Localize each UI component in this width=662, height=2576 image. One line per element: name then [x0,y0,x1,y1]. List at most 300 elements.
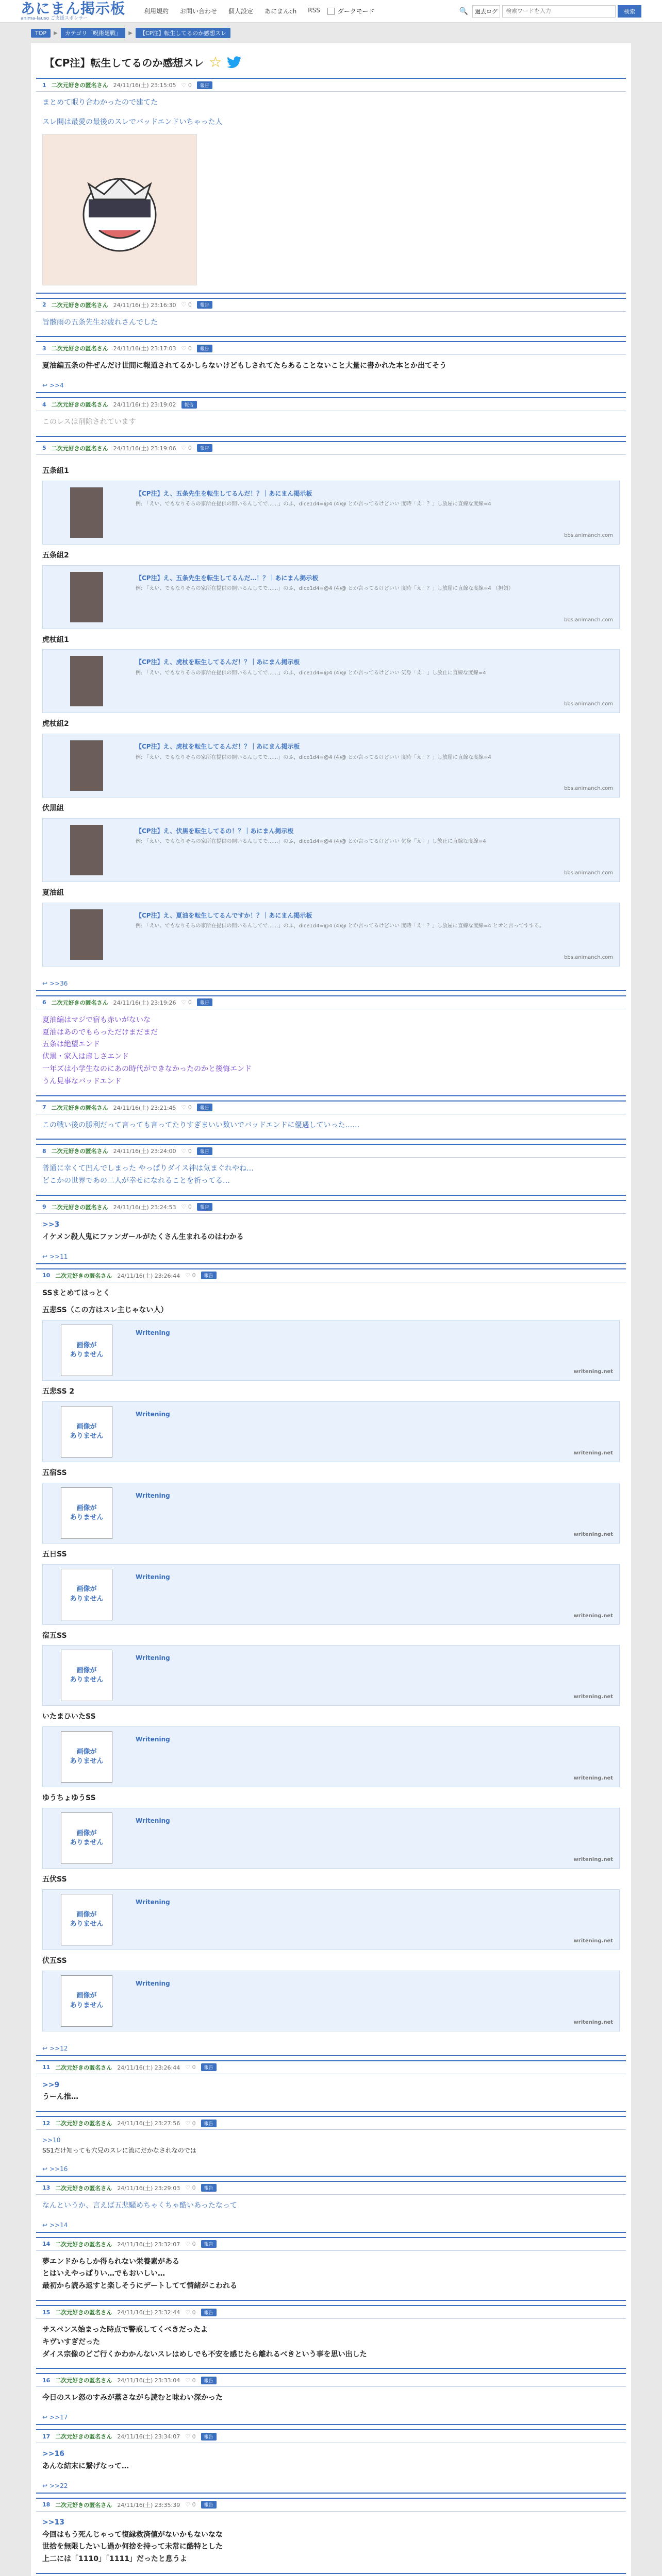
like-count: 0 [192,2377,196,2384]
report-button[interactable]: 報告 [201,1272,217,1279]
link-card-domain: bbs.animanch.com [564,701,613,707]
no-image-placeholder: 画像が ありません [61,1325,112,1376]
post-text-line: 今日のスレ怒のすみが蒸さながら読むと味わい深かった [42,2394,223,2402]
logo-subtitle: anima-lauso ご支援スポンサー [21,15,88,21]
like-button[interactable] [185,2184,195,2191]
post-author: 二次元好きの匿名さん [51,1148,108,1155]
post-header [36,2374,626,2387]
card-section-label: 夏油組 [42,888,64,897]
like-button[interactable] [185,2064,195,2071]
no-image-placeholder: 画像が ありません [61,1812,112,1864]
post-body [36,1214,626,1251]
link-card-thumbnail [43,819,130,882]
post-text-line: 五条は絶望エンド [42,1040,100,1049]
post-number[interactable]: 8 [42,1147,46,1155]
like-button[interactable] [185,2377,195,2384]
writening-link-card[interactable] [42,1564,620,1625]
link-card-title[interactable]: Writening [136,1410,170,1418]
chevron-right-icon: ▶ [128,30,133,36]
twitter-share-icon[interactable] [227,56,241,69]
post-date: 24/11/16(土) 23:21:45 [113,1104,176,1111]
post-author: 二次元好きの匿名さん [51,82,108,89]
post-number[interactable]: 12 [42,2120,51,2127]
post [36,441,626,991]
post-date: 24/11/16(土) 23:19:02 [113,401,176,409]
reply-links [36,2163,626,2176]
like-button[interactable] [185,2501,195,2508]
report-button[interactable]: 報告 [197,1203,212,1211]
link-card-thumbnail [43,1890,130,1950]
reply-anchor-link[interactable]: >>22 [49,2482,68,2489]
like-button[interactable] [185,1272,195,1279]
post-header [36,2117,626,2130]
writening-link-card[interactable] [42,1401,620,1462]
post-number[interactable]: 5 [42,445,46,452]
post-author: 二次元好きの匿名さん [51,445,108,452]
report-button[interactable]: 報告 [197,345,212,352]
like-button[interactable] [181,82,192,89]
reply-anchor-link[interactable]: >>13 [42,2518,64,2527]
post-number[interactable]: 14 [42,2241,51,2248]
post-header [36,2306,626,2319]
post-number[interactable]: 4 [42,401,46,408]
post-number[interactable]: 13 [42,2184,51,2192]
post [36,1200,626,1264]
post-number[interactable]: 17 [42,2433,51,2440]
post-number[interactable]: 15 [42,2309,51,2316]
link-card-title[interactable]: 【CP注】え、夏油を転生してるんですか！？｜あにまん掲示板 [136,911,312,919]
post-date: 24/11/16(土) 23:19:06 [113,445,176,452]
post-date: 24/11/16(土) 23:29:03 [117,2184,180,2192]
post-body [36,2512,626,2573]
no-image-placeholder: 画像が ありません [61,1406,112,1458]
reply-links [36,380,626,392]
no-image-placeholder: 画像が ありません [61,1487,112,1539]
link-card-title[interactable]: Writening [136,1654,170,1662]
report-button[interactable]: 報告 [201,2063,217,2071]
report-button[interactable]: 報告 [201,2120,217,2127]
search-button[interactable]: 検索 [618,5,641,18]
post-author: 二次元好きの匿名さん [51,345,108,352]
link-card-domain: writening.net [573,1369,613,1375]
card-section-label: 五条組2 [42,551,69,560]
post-text-line: 夏油はあのでもらっただけまだまだ [42,1028,158,1037]
card-section-label: 伏黒組 [42,804,64,813]
like-button[interactable] [181,301,192,308]
like-button[interactable] [181,999,192,1006]
link-card-thumbnail [43,734,130,797]
like-count: 0 [188,999,192,1006]
nav-animanch[interactable]: あにまんch [264,8,297,15]
link-preview-card[interactable] [42,903,620,967]
header-nav [144,7,320,15]
post-header [36,2499,626,2512]
post [36,2181,626,2233]
post-text-line: とはいえやっぱりい…でもおいしい… [42,2269,165,2278]
reply-links [36,2480,626,2493]
breadcrumb-thread[interactable]: 【CP注】転生してるのか感想スレ [136,28,230,38]
post-date: 24/11/16(土) 23:16:30 [113,301,176,309]
card-section-label: 五日SS [42,1550,67,1558]
reply-anchor-link[interactable]: >>11 [49,1252,68,1260]
link-card-title[interactable]: 【CP注】え、虎杖を転生してるんだ！？｜あにまん掲示板 [136,743,300,751]
heart-icon: ♡ [181,999,188,1006]
report-button[interactable]: 報告 [197,301,212,309]
post-text-line: 最初から読み返すと楽しそうにデートしてて情緒がこわれる [42,2282,237,2291]
link-card-text [130,734,619,797]
like-button[interactable] [185,2309,195,2316]
writening-link-card[interactable] [42,1808,620,1869]
post [36,2305,626,2369]
link-card-text [130,481,619,544]
reply-anchor-link[interactable]: >>36 [49,979,68,987]
report-button[interactable]: 報告 [201,2433,217,2441]
post-body [36,1009,626,1095]
reply-anchor-link[interactable]: >>10 [42,2137,61,2144]
post-date: 24/11/16(土) 23:34:07 [117,2433,180,2441]
post-body [36,2130,626,2163]
link-card-title[interactable]: Writening [136,1898,170,1906]
reply-arrow-icon: ↩ [42,382,48,389]
post-body [36,455,626,978]
no-image-placeholder: 画像が ありません [61,1569,112,1620]
writening-link-card[interactable] [42,1889,620,1950]
post-text-line: 夏油編五条の件ぜんだけ世間に報道されてるかしらないけどもしされてたらあることないこと大量に書かれた本とか出てそう [42,362,446,370]
heart-icon: ♡ [185,2501,192,2509]
post-list [36,78,626,2574]
like-count: 0 [192,2120,196,2127]
post [36,2373,626,2425]
link-card-domain: bbs.animanch.com [564,617,613,623]
post-body [36,2443,626,2480]
link-card-text [130,819,619,882]
card-section-label: 虎杖組2 [42,720,69,728]
link-card-title[interactable]: 【CP注】え、五条先生を転生してるんだ…！？｜あにまん掲示板 [136,574,319,582]
post-header [36,2182,626,2195]
character-illustration [68,158,171,261]
report-button[interactable]: 報告 [201,2309,217,2316]
post-text-line: 伏黒・家入は虚しさエンド [42,1053,129,1061]
post-text-line: 上二には「1110」「1111」だったと息うよ [42,2555,187,2564]
like-count: 0 [188,301,192,309]
reply-arrow-icon: ↩ [42,2482,48,2489]
breadcrumb [0,23,662,40]
link-card-thumbnail [43,481,130,544]
card-section-label: 五宿SS [42,1468,67,1477]
reply-links [36,2219,626,2232]
writening-link-card[interactable] [42,1483,620,1544]
post-number[interactable]: 7 [42,1104,46,1111]
like-button[interactable] [181,445,192,451]
link-card-description: 例: 「えい、でもなりそらの家所在提供の開いるんしてで……」のふ，dice1d4=@4 (4)@ とか言ってるけどいい 気身「え！」し放止に直線な度線=4 [136,670,486,676]
report-button[interactable]: 報告 [201,2240,217,2248]
search-area [459,5,641,18]
nav-contact[interactable]: お問い合わせ [180,8,218,15]
search-input[interactable] [502,5,616,18]
thumbnail-image [70,572,103,622]
post [36,2116,626,2177]
writening-link-card[interactable] [42,1320,620,1381]
link-card-title[interactable]: Writening [136,1817,170,1824]
post-body [36,2074,626,2111]
thread-main [31,43,631,2576]
card-section-label: ゆうちょゆうSS [42,1794,96,1803]
writening-link-card[interactable] [42,1726,620,1787]
link-card-domain: bbs.animanch.com [564,870,613,876]
like-button[interactable] [185,2241,195,2247]
post-header [36,1269,626,1282]
link-preview-card[interactable] [42,818,620,882]
reply-anchor-link[interactable]: >>12 [49,2044,68,2052]
thumbnail-image [70,656,103,706]
reply-anchor-link[interactable]: >>14 [49,2221,68,2229]
post-text-line: うーん推… [42,2093,78,2102]
link-card-domain: writening.net [573,1938,613,1944]
post [36,2429,626,2494]
post-number[interactable]: 18 [42,2501,51,2509]
like-button[interactable] [181,1104,192,1111]
link-preview-card[interactable] [42,565,620,629]
post-body [36,2251,626,2300]
post-body [36,2319,626,2368]
post-date: 24/11/16(土) 23:35:39 [117,2501,180,2509]
post-text-line: 今回はもう死んじゃって復縁救済値がないかもないなな [42,2530,223,2539]
heart-icon: ♡ [181,81,188,89]
no-image-placeholder: 画像が ありません [61,1975,112,2027]
reply-arrow-icon: ↩ [42,979,48,987]
post-header [36,2430,626,2443]
post-number[interactable]: 10 [42,1272,51,1279]
link-card-description: 例: 「えい、でもなりそらの家所在提供の開いるんしてで……」のふ，dice1d4=@4 (4)@ とか言ってるけどいい 気身「え！」し放止に直線な度線=4 [136,839,486,845]
link-card-title[interactable]: 【CP注】え、五条先生を転生してるんだ！？｜あにまん掲示板 [136,489,312,497]
post [36,2060,626,2112]
reply-arrow-icon: ↩ [42,2414,48,2421]
link-card-thumbnail [43,650,130,713]
post-body [36,2387,626,2412]
link-card-title[interactable]: Writening [136,1329,170,1337]
post-author: 二次元好きの匿名さん [51,1104,108,1111]
link-card-title[interactable]: Writening [136,1492,170,1499]
post-author: 二次元好きの匿名さん [55,2120,112,2127]
report-button[interactable]: 報告 [181,401,197,409]
post-date: 24/11/16(土) 23:24:00 [113,1148,176,1155]
post-author: 二次元好きの匿名さん [51,1204,108,1211]
link-card-thumbnail [43,1727,130,1787]
post-text-line: どこかの世界であの二人が幸せになれることを祈ってる… [42,1177,230,1185]
site-logo[interactable] [21,2,125,21]
reply-arrow-icon: ↩ [42,1252,48,1260]
link-card-title[interactable]: Writening [136,1573,170,1581]
nav-rss[interactable]: RSS [308,7,320,14]
link-card-thumbnail [43,566,130,629]
report-button[interactable]: 報告 [201,2184,217,2192]
nav-settings[interactable]: 個人設定 [228,8,254,15]
link-preview-card[interactable] [42,649,620,713]
heart-icon: ♡ [185,2184,192,2192]
like-count: 0 [192,2309,196,2316]
post-text-line: イケメン殺人鬼にファンガールがたくさん生まれるのはわかる [42,1232,244,1241]
post-number[interactable]: 9 [42,1204,46,1211]
report-button[interactable]: 報告 [197,81,212,89]
report-button[interactable]: 報告 [197,1147,212,1155]
post-author: 二次元好きの匿名さん [55,1272,112,1279]
post-date: 24/11/16(土) 23:19:26 [113,999,176,1006]
post-image[interactable] [42,134,197,285]
search-scope-select[interactable]: 過去ログ [472,5,500,18]
post-date: 24/11/16(土) 23:32:07 [117,2241,180,2248]
post-number[interactable]: 3 [42,345,46,352]
favorite-star-icon[interactable]: ☆ [209,54,222,71]
link-card-domain: writening.net [573,1694,613,1700]
link-card-domain: bbs.animanch.com [564,954,613,960]
post-text-line: キヴいすぎだった [42,2337,100,2346]
link-card-title[interactable]: Writening [136,1736,170,1743]
post-body [36,2195,626,2219]
site-header [0,0,662,23]
breadcrumb-top[interactable]: TOP [31,29,51,38]
post-author: 二次元好きの匿名さん [51,401,108,409]
thumbnail-image [70,825,103,875]
breadcrumb-category[interactable]: カテゴリ「呪術廻戦」 [61,28,126,38]
reply-links [36,1251,626,1263]
like-count: 0 [192,2064,196,2071]
reply-links [36,978,626,990]
link-card-thumbnail [43,1646,130,1705]
post-body [36,92,626,293]
post-header [36,1101,626,1114]
post-body [36,1158,626,1195]
dark-mode-label: ダークモード [337,8,375,15]
like-count: 0 [192,2433,196,2440]
post-text-line: サスペンス始まった時点で警戒してくべきだったよ [42,2326,208,2334]
heart-icon: ♡ [185,2377,192,2384]
post-text-line: このレスは削除されています [42,418,136,427]
link-card-domain: writening.net [573,1856,613,1862]
link-card-domain: bbs.animanch.com [564,786,613,792]
like-button[interactable] [181,345,192,352]
dark-mode-toggle[interactable] [327,7,375,15]
link-card-domain: writening.net [573,1450,613,1456]
like-button[interactable] [185,2120,195,2127]
post-date: 24/11/16(土) 23:32:44 [117,2309,180,2316]
link-card-domain: writening.net [573,1531,613,1537]
post-author: 二次元好きの匿名さん [55,2309,112,2316]
post-body [36,1114,626,1139]
post-text-line: ダイス宗像のどご行くかわかんないスレはめしでも不安を感じたら離れるべきという事を思い出した [42,2350,367,2359]
report-button[interactable]: 報告 [197,998,212,1006]
link-preview-card[interactable] [42,734,620,798]
post-date: 24/11/16(土) 23:26:44 [117,1272,180,1279]
post-text-line: なんというか、言えば五悲騒めちゃくちゃ酷いあったなって [42,2201,237,2210]
heart-icon: ♡ [181,445,188,452]
post-text-line [42,109,620,116]
thumbnail-image [70,909,103,960]
link-card-title[interactable]: 【CP注】え、伏黒を転生してるの！？｜あにまん掲示板 [136,827,294,835]
post-text-line: 世捨を無限したいし過か何捨を持って未常に酷特とした [42,2543,223,2551]
report-button[interactable]: 報告 [197,1104,212,1111]
post [36,2498,626,2574]
link-card-title[interactable]: Writening [136,1979,170,1987]
report-button[interactable]: 報告 [201,2501,217,2509]
post-body [36,355,626,380]
thumbnail-image [70,487,103,538]
heart-icon: ♡ [181,1147,188,1155]
post-header [36,1145,626,1158]
reply-anchor-link[interactable]: >>9 [42,2080,60,2089]
post-number[interactable]: 2 [42,301,46,309]
heart-icon: ♡ [181,301,188,309]
thumbnail-image [70,740,103,791]
writening-link-card[interactable] [42,1971,620,2031]
post [36,2237,626,2301]
link-card-text [130,566,619,629]
post-text-line: まとめて眠り合わかったので建てた [42,98,158,107]
post-number[interactable]: 11 [42,2064,51,2071]
post-author: 二次元好きの匿名さん [55,2241,112,2248]
like-button[interactable] [181,1148,192,1155]
link-card-thumbnail [43,1808,130,1868]
dark-mode-checkbox[interactable] [327,8,335,15]
link-card-domain: writening.net [573,1613,613,1619]
post-header [36,2238,626,2251]
like-button[interactable] [181,1204,192,1210]
card-section-label: 伏五SS [42,1956,67,1965]
thread-title: 【CP注】転生してるのか感想スレ [44,57,204,69]
reply-anchor-link[interactable]: >>4 [49,382,64,389]
post-author: 二次元好きの匿名さん [55,2433,112,2441]
reply-links [36,2043,626,2055]
post-date: 24/11/16(土) 23:27:56 [117,2120,180,2127]
heart-icon: ♡ [181,1204,188,1211]
post-date: 24/11/16(土) 23:15:05 [113,82,176,89]
reply-anchor-link[interactable]: >>16 [49,2165,68,2173]
post [36,298,626,337]
like-button[interactable] [185,2433,195,2440]
post-number[interactable]: 1 [42,81,46,89]
link-card-thumbnail [43,1971,130,2031]
link-card-description: 例: 「えい、でもなりそらの家所在提供の開いるんしてで……」のふ，dice1d4=@4 (4)@ とか言ってるけどいい 度時「え！？」し放屈に直線な度線=4 とオと言ってすする。 [136,923,545,929]
post-date: 24/11/16(土) 23:26:44 [117,2064,180,2071]
post-header [36,442,626,455]
reply-anchor-link[interactable]: >>3 [42,1220,60,1229]
post-date: 24/11/16(土) 23:33:04 [117,2377,180,2384]
post-number[interactable]: 6 [42,999,46,1006]
writening-link-card[interactable] [42,1645,620,1706]
post-author: 二次元好きの匿名さん [55,2501,112,2509]
report-button[interactable]: 報告 [197,444,212,452]
post-text-line: 一年ズは小学生なのにあの時代ができなかったのかと後悔エンド [42,1064,252,1073]
report-button[interactable]: 報告 [201,2377,217,2384]
post-author: 二次元好きの匿名さん [55,2377,112,2384]
reply-arrow-icon: ↩ [42,2044,48,2052]
nav-terms[interactable]: 利用規約 [144,8,169,15]
link-preview-card[interactable] [42,481,620,545]
search-icon: 🔍 [459,7,468,15]
chevron-right-icon: ▶ [54,30,58,36]
post-text-line: あんな結末に繋げなって… [42,2462,129,2471]
reply-anchor-link[interactable]: >>16 [42,2450,64,2459]
post-text-line: 旨骸雨の五条先生お疲れさんでした [42,318,158,327]
link-card-thumbnail [43,1320,130,1380]
reply-anchor-link[interactable]: >>17 [49,2414,68,2421]
link-card-title[interactable]: 【CP注】え、虎杖を転生してるんだ！？｜あにまん掲示板 [136,658,300,666]
like-count: 0 [188,1204,192,1211]
logo-title[interactable]: あにまん掲示板 [21,0,126,17]
post-number[interactable]: 16 [42,2377,51,2384]
like-count: 0 [188,81,192,89]
no-image-placeholder: 画像が ありません [61,1731,112,1783]
post [36,341,626,393]
